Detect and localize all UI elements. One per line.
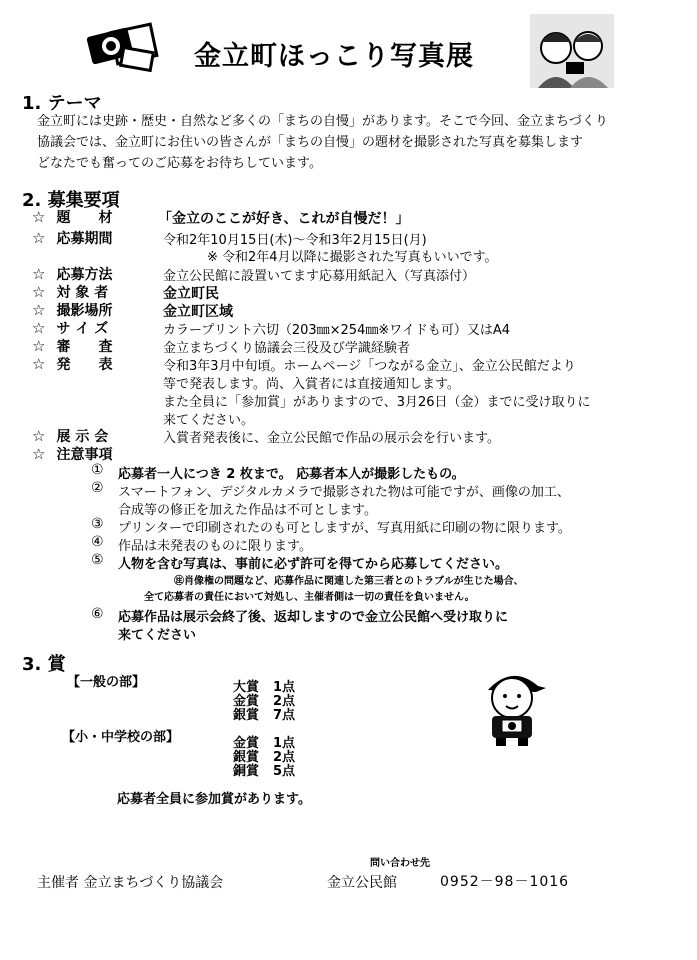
mascot-illustration xyxy=(472,668,556,748)
req-method-value: 金立公民館に設置いてます応募用紙記入（写真添付） xyxy=(163,269,476,284)
req-judge xyxy=(32,336,129,356)
star-bullet: ☆ xyxy=(32,208,46,226)
requirements-heading: 2. 募集要項 xyxy=(22,190,120,211)
note-2-num: ② xyxy=(91,480,104,496)
star-bullet: ☆ xyxy=(32,319,46,337)
star-bullet: ☆ xyxy=(32,427,46,445)
req-notes-label: 注意事項 xyxy=(56,447,113,463)
req-method-label: 応募方法 xyxy=(56,267,113,283)
school-prize-3-count: 5点 xyxy=(273,764,296,779)
req-period-value: 令和2年10月15日(木)～令和3年2月15日(月) xyxy=(163,233,427,248)
req-announce-line-4: 来てください。 xyxy=(163,413,255,428)
note-5-caution-line-2: 全て応募者の責任において対処し、主催者側は一切の責任を負いません。 xyxy=(144,592,475,603)
star-bullet: ☆ xyxy=(32,445,46,463)
req-exhibit-value: 入賞者発表後に、金立公民館で作品の展示会を行います。 xyxy=(163,431,500,446)
req-size-label: サ イ ズ xyxy=(56,321,109,337)
req-period-label: 応募期間 xyxy=(56,231,113,247)
req-target xyxy=(32,282,129,302)
req-judge-label: 審 査 xyxy=(56,339,113,355)
contact-phone: 0952－98－1016 xyxy=(440,874,570,890)
note-2-line-2: 合成等の修正を加えた作品は不可とします。 xyxy=(118,503,377,518)
req-theme xyxy=(32,207,129,227)
req-exhibit-label: 展 示 会 xyxy=(56,429,109,445)
req-size xyxy=(32,318,129,338)
req-theme-value: 「金立のここが好き、これが自慢だ！」 xyxy=(158,211,410,227)
req-announce-line-3: また全員に「参加賞」がありますので、3月26日（金）までに受け取りに xyxy=(163,395,591,410)
req-judge-value: 金立まちづくり協議会三役及び学識経験者 xyxy=(163,341,410,356)
star-bullet: ☆ xyxy=(32,301,46,319)
req-announce-label: 発 表 xyxy=(56,357,113,373)
school-prize-1-count: 1点 xyxy=(273,736,296,751)
note-1-num: ① xyxy=(91,462,104,478)
note-3-num: ③ xyxy=(91,516,104,532)
theme-text-line-2: 協議会では、金立町にお住いの皆さんが「まちの自慢」の題材を撮影された写真を募集します xyxy=(37,135,584,150)
theme-text-line-3: どなたでも奮ってのご応募をお待ちしています。 xyxy=(37,156,322,171)
school-prize-2-count: 2点 xyxy=(273,750,296,765)
contact-label: 問い合わせ先 xyxy=(370,858,430,869)
school-prize-2-name: 銀賞 xyxy=(233,750,260,765)
general-prize-1-count: 1点 xyxy=(273,680,296,695)
req-place-label: 撮影場所 xyxy=(56,303,113,319)
req-target-label: 対 象 者 xyxy=(56,285,109,301)
star-bullet: ☆ xyxy=(32,337,46,355)
req-method xyxy=(32,264,129,284)
req-target-value: 金立町民 xyxy=(163,286,219,302)
note-6-num: ⑥ xyxy=(91,606,104,622)
general-division-label: 【一般の部】 xyxy=(67,675,146,690)
prize-heading: 3. 賞 xyxy=(22,654,66,675)
contact-name: 金立公民館 xyxy=(327,875,397,891)
school-prize-3-name: 銅賞 xyxy=(233,764,260,779)
star-bullet: ☆ xyxy=(32,355,46,373)
couple-illustration xyxy=(526,10,618,92)
req-announce-line-1: 令和3年3月中旬頃。ホームページ「つながる金立」、金立公民館だより xyxy=(163,359,576,374)
star-bullet: ☆ xyxy=(32,229,46,247)
theme-heading: 1. テーマ xyxy=(22,93,102,114)
general-prize-3-name: 銀賞 xyxy=(233,708,260,723)
school-division-label: 【小・中学校の部】 xyxy=(62,730,180,745)
note-6-line-1: 応募作品は展示会終了後、返却しますので金立公民館へ受け取りに xyxy=(118,610,509,625)
req-announce-line-2: 等で発表します。尚、入賞者には直接通知します。 xyxy=(163,377,460,392)
general-prize-3-count: 7点 xyxy=(273,708,296,723)
note-2-line-1: スマートフォン、デジタルカメラで撮影された物は可能ですが、画像の加工、 xyxy=(118,485,570,500)
req-theme-label: 題 材 xyxy=(56,210,113,226)
note-1-text: 応募者一人につき 2 枚まで。 応募者本人が撮影したもの。 xyxy=(118,467,465,482)
req-period-note: ※ 令和2年4月以降に撮影された写真もいいです。 xyxy=(207,250,498,265)
req-period xyxy=(32,228,129,248)
note-5-caution-line-1: ㊟肖像権の問題など、応募作品に関連した第三者とのトラブルが生じた場合、 xyxy=(174,576,524,587)
star-bullet: ☆ xyxy=(32,265,46,283)
req-place-value: 金立町区域 xyxy=(163,304,233,320)
req-notes xyxy=(32,444,129,464)
req-place xyxy=(32,300,129,320)
star-bullet: ☆ xyxy=(32,283,46,301)
note-5-num: ⑤ xyxy=(91,552,104,568)
school-prize-1-name: 金賞 xyxy=(233,736,260,751)
note-4-text: 作品は未発表のものに限ります。 xyxy=(118,539,312,554)
note-3-text: プリンターで印刷されたのも可としますが、写真用紙に印刷の物に限ります。 xyxy=(118,521,571,536)
organizer: 主催者 金立まちづくり協議会 xyxy=(37,875,224,891)
req-exhibit xyxy=(32,426,129,446)
participation-prize-note: 応募者全員に参加賞があります。 xyxy=(117,792,311,807)
note-5-text: 人物を含む写真は、事前に必ず許可を得てから応募してください。 xyxy=(118,557,509,572)
theme-text-line-1: 金立町には史跡・歴史・自然など多くの「まちの自慢」があります。そこで今回、金立まちづくり xyxy=(37,114,608,129)
general-prize-2-count: 2点 xyxy=(273,694,296,709)
general-prize-1-name: 大賞 xyxy=(233,680,260,695)
page-title: 金立町ほっこり写真展 xyxy=(194,41,474,72)
general-prize-2-name: 金賞 xyxy=(233,694,260,709)
note-4-num: ④ xyxy=(91,534,104,550)
req-announce xyxy=(32,354,129,374)
req-size-value: カラープリント六切（203㎜×254㎜※ワイドも可）又はA4 xyxy=(163,323,511,338)
camera-illustration xyxy=(86,14,166,72)
note-6-line-2: 来てください xyxy=(118,628,197,643)
